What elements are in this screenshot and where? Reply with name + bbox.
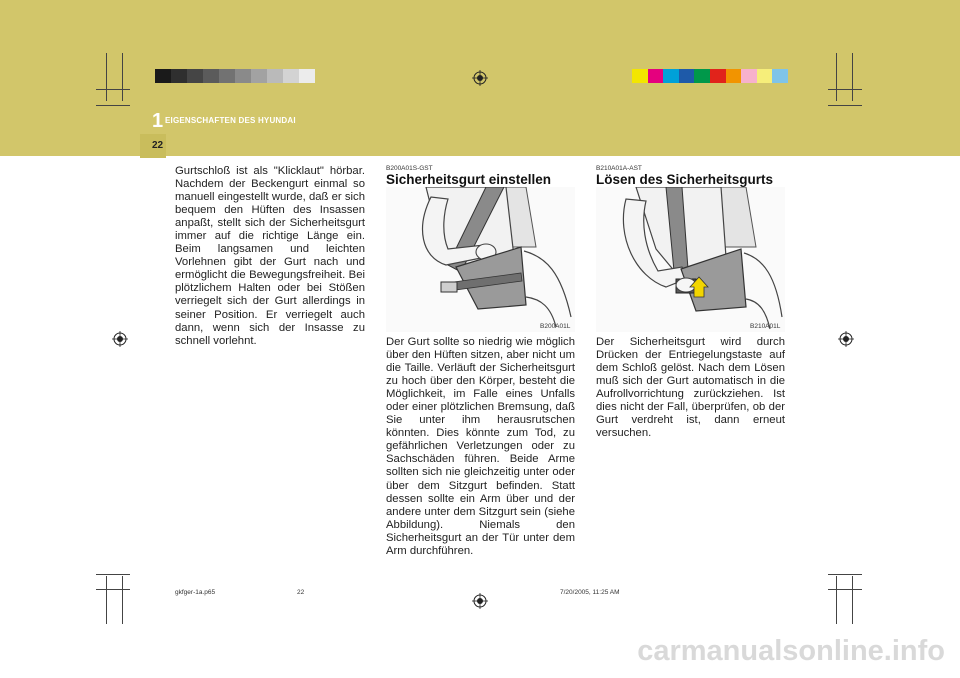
watermark: carmanualsonline.info — [637, 635, 945, 667]
middle-column-paragraph: Der Gurt sollte so niedrig wie möglich über den Hüften sitzen, aber nicht um die Taille. Verläuft der Sicherheitsgurt zu hoch über den Körper, besteht die Möglichkeit, im Falle eines Unfalls oder einer plötzlichen Bremsung, daß Sie unter ihm herausrutschen könnten. Dies könnte zum Tod, zu gefährlichen Verletzungen oder zu Sachschäden führen. Beide Arme sollten sich nie gleichzeitig unter oder über dem Sitzgurt befinden. Statt dessen sollte ein Arm über und der andere unter dem Sitzgurt sein (siehe Abbildung). Niemals den Sicherheitsgurt an der Tür unter dem Arm durchführen. — [386, 336, 575, 557]
middle-section-code: B200A01S-GST — [386, 165, 433, 172]
registration-mark-icon — [112, 331, 128, 347]
right-section-heading: Lösen des Sicherheitsgurts — [596, 172, 774, 187]
calibration-swatch — [679, 69, 695, 83]
middle-section-heading: Sicherheitsgurt einstellen — [386, 172, 552, 187]
calibration-swatch — [632, 69, 648, 83]
belt-adjust-illustration — [386, 187, 575, 332]
calibration-swatch — [757, 69, 773, 83]
registration-mark-icon — [472, 593, 488, 609]
calibration-swatch — [299, 69, 315, 83]
calibration-swatch — [203, 69, 219, 83]
calibration-swatch — [726, 69, 742, 83]
middle-figure-label: B200A01L — [540, 323, 571, 330]
calibration-swatch — [710, 69, 726, 83]
right-figure-label: B210A01L — [750, 323, 781, 330]
calibration-swatch — [219, 69, 235, 83]
left-column-paragraph: Gurtschloß ist als "Klicklaut" hörbar. Nachdem der Beckengurt einmal so manuell eingestellt wurde, daß er sich bequem den Hüften des Insassen anpaßt, stellt sich der Sicherheitsgurt immer auf die richtige Länge ein. Beim langsamen und leichten Vorlehnen gibt der Gurt nach und ermöglicht die Bewegungsfreiheit. Bei plötzlichem Halten oder bei Stößen verriegelt sich der Gurt allerdings in seiner Position. Er verriegelt auch dann, wenn sich der Insasse zu schnell vorlehnt. — [175, 165, 365, 347]
calibration-swatch — [741, 69, 757, 83]
footer-filename: gkfger-1a.p65 — [175, 589, 216, 596]
footer-page: 22 — [297, 589, 305, 596]
calibration-swatch — [187, 69, 203, 83]
chapter-title: EIGENSCHAFTEN DES HYUNDAI — [165, 116, 296, 125]
registration-mark-icon — [472, 70, 488, 86]
calibration-swatch — [694, 69, 710, 83]
footer-timestamp: 7/20/2005, 11:25 AM — [560, 589, 620, 596]
right-column-paragraph: Der Sicherheitsgurt wird durch Drücken der Entriegelungstaste auf dem Schloß gelöst. Nach dem Lösen muß sich der Gurt automatisch in die Aufrollvorrichtung zurückziehen. Ist dies nicht der Fall, überprüfen, ob der Gurt verdreht ist, dann erneut versuchen. — [596, 336, 785, 440]
page-number: 22 — [152, 140, 164, 151]
chapter-number: 1 — [152, 110, 164, 132]
calibration-swatch — [663, 69, 679, 83]
calibration-swatch — [155, 69, 171, 83]
calibration-swatch — [235, 69, 251, 83]
calibration-swatch — [251, 69, 267, 83]
belt-release-illustration — [596, 187, 785, 332]
calibration-swatch — [283, 69, 299, 83]
right-section-code: B210A01A-AST — [596, 165, 642, 172]
calibration-swatch — [772, 69, 788, 83]
registration-mark-icon — [838, 331, 854, 347]
calibration-swatch — [648, 69, 664, 83]
calibration-swatch — [171, 69, 187, 83]
calibration-swatch — [267, 69, 283, 83]
